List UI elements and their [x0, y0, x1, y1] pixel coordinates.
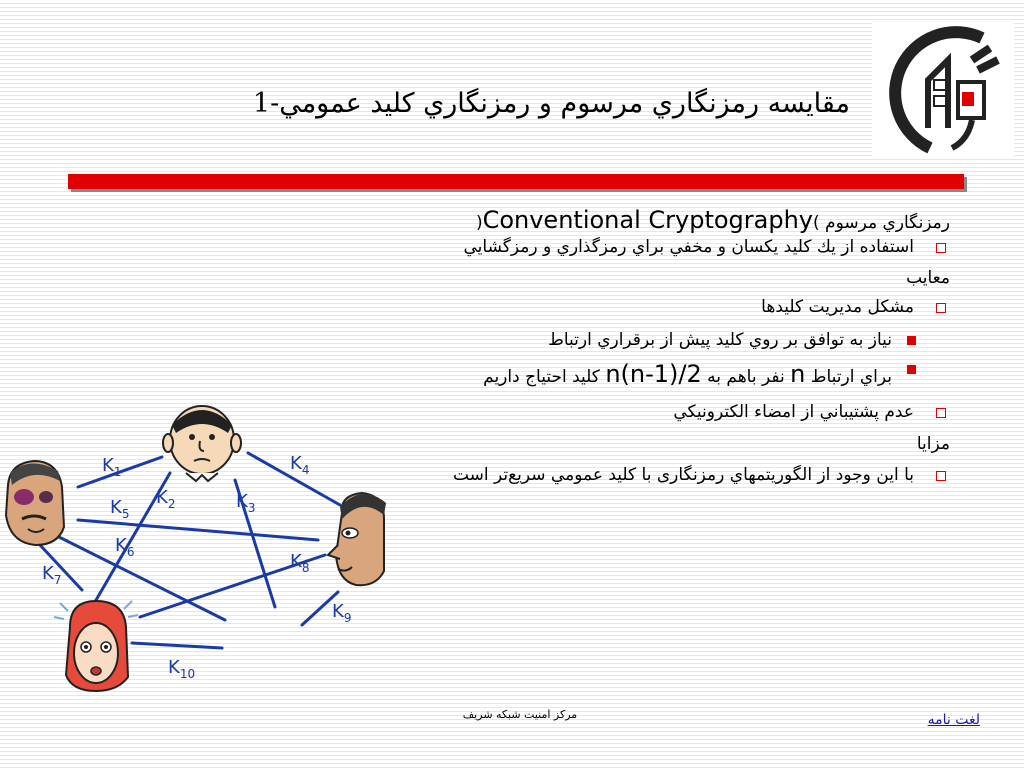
square-bullet-icon	[936, 243, 946, 253]
bullet-content	[350, 204, 950, 487]
item-text: براي ارتباط	[805, 367, 892, 388]
list-item	[350, 236, 950, 259]
item-text: كليد احتياج داريم	[483, 367, 606, 388]
key-diagram	[0, 395, 400, 695]
sub-list-item	[372, 358, 950, 390]
key-label-2: $K_2$	[156, 487, 176, 511]
disadvantages-heading: معايب	[906, 268, 950, 289]
advantages-heading: مزايا	[916, 434, 950, 455]
heading-line	[350, 204, 950, 236]
logo	[872, 20, 1014, 156]
list-item	[350, 401, 950, 424]
person-woman-icon	[54, 601, 138, 691]
person-left-icon	[6, 461, 64, 545]
square-bullet-icon	[936, 408, 946, 418]
footer-text: مركز امنيت شبكه شريف	[462, 708, 578, 721]
item-text: با اين وجود از الگوريتمهاي رمزنگاری با كليد عمومي سريع‌تر است	[452, 465, 914, 486]
key-label-5: $K_5$	[110, 497, 130, 521]
paren-open: )	[813, 213, 820, 233]
key-label-1: $K_1$	[102, 455, 122, 479]
item-text: نفر باهم به	[701, 367, 791, 388]
key-label-8: $K_8$	[290, 551, 310, 575]
list-item	[350, 464, 950, 487]
n-symbol: n	[790, 360, 806, 389]
logo-icon	[872, 20, 1014, 156]
heading-en: Conventional Cryptography	[482, 206, 813, 234]
key-line	[132, 643, 222, 648]
item-text: نياز به توافق بر روي كليد پيش از برقراري ارتباط	[548, 330, 892, 351]
key-label-9: $K_9$	[332, 601, 352, 625]
key-label-6: $K_6$	[115, 535, 135, 559]
formula: n(n-1)/2	[605, 360, 702, 389]
slide-title: مقايسه رمزنگاري مرسوم و رمزنگاري كليد عمومي-1	[252, 88, 850, 119]
paren-close: (	[475, 213, 483, 233]
key-label-4: $K_4$	[290, 453, 310, 477]
square-bullet-icon	[936, 471, 946, 481]
key-label-3: $K_3$	[236, 491, 256, 515]
item-text: عدم پشتيباني از امضاء الكترونيكي	[673, 401, 914, 422]
item-text: مشكل مديريت كليدها	[761, 297, 914, 318]
person-right-icon	[328, 493, 386, 585]
key-label-10: $K_{10}$	[168, 657, 196, 681]
filled-bullet-icon	[907, 336, 916, 345]
list-item	[350, 296, 950, 319]
heading-fa: رمزنگاري مرسوم	[819, 213, 950, 233]
square-bullet-icon	[936, 303, 946, 313]
person-top-icon	[163, 406, 241, 481]
sub-list-item	[350, 329, 950, 352]
key-label-7: $K_7$	[42, 563, 62, 587]
filled-bullet-icon	[907, 365, 916, 374]
glossary-link[interactable]: لغت نامه	[927, 712, 980, 728]
key-line	[78, 520, 318, 540]
item-text: استفاده از يك كليد يكسان و مخفي براي رمزگذاري و رمزگشايي	[463, 237, 914, 258]
title-divider	[68, 174, 964, 189]
